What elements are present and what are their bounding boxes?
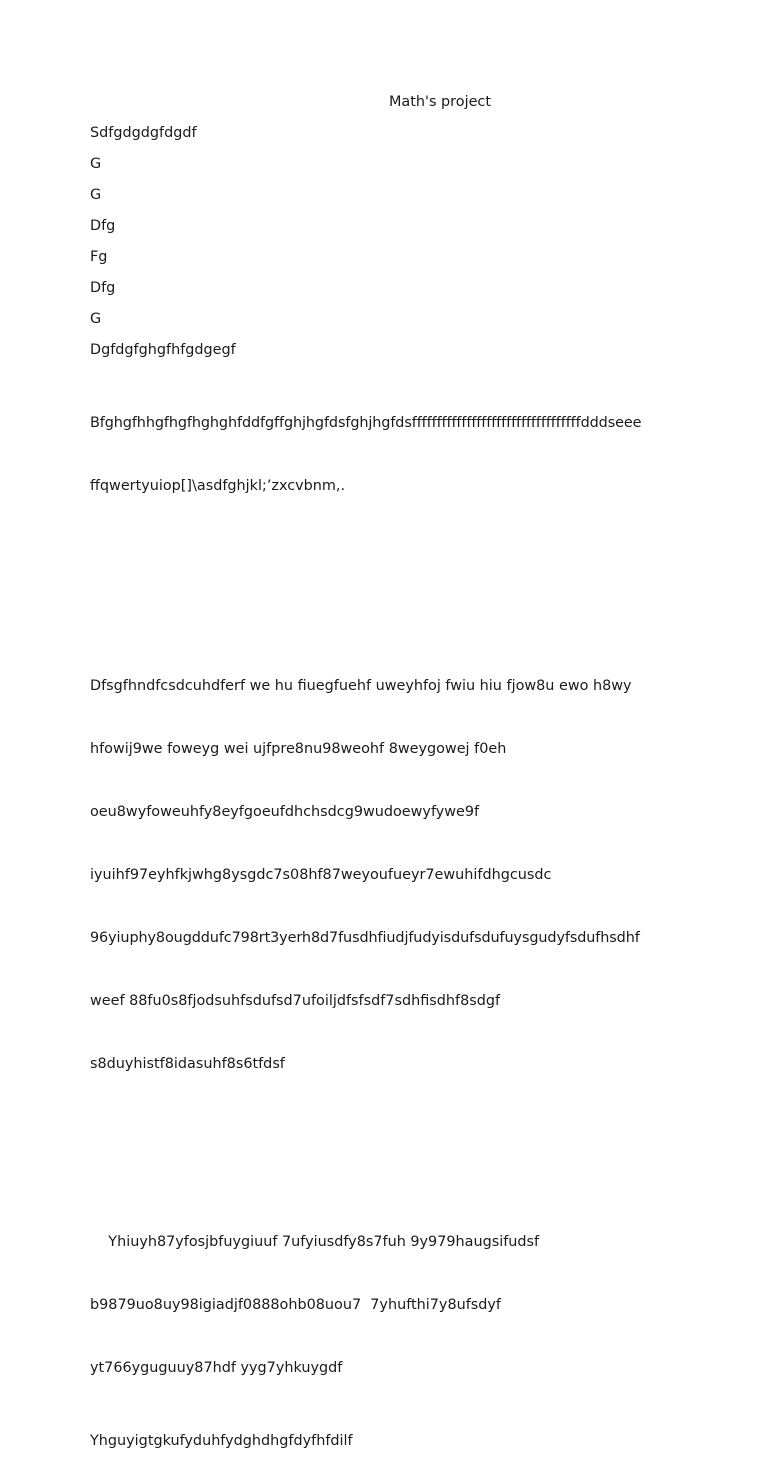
- paragraph-2-line: hfowij9we foweyg wei ujfpre8nu98weohf 8weygowej f0eh: [90, 741, 507, 757]
- document-title: Math's project: [389, 94, 491, 110]
- paragraph-1: [90, 371, 690, 539]
- text-line: Fg: [90, 249, 108, 265]
- text-line: Sdfgdgdgfdgdf: [90, 125, 197, 141]
- paragraph-1-line: ffqwertyuiop[]\asdfghjkl;’zxcvbnm,.: [90, 478, 346, 494]
- blank-space: [90, 1127, 690, 1190]
- text-line: G: [90, 311, 102, 327]
- paragraph-1-line: Bfghgfhhgfhgfhghghfddfgffghjhgfdsfghjhgfdsffffffffffffffffffffffffffffffffffdddseee: [90, 415, 642, 431]
- text-line: Dfg: [90, 280, 116, 296]
- paragraph-3-line: b9879uo8uy98igiadjf0888ohb08uou7 7yhufthi7y8ufsdyf: [90, 1297, 501, 1313]
- blank-space: [90, 539, 690, 634]
- paragraph-2: [90, 634, 690, 1117]
- paragraph-2-line: 96yiuphy8ougddufc798rt3yerh8d7fusdhfiudjfudyisdufsdufuysgudyfsdufhsdhf: [90, 930, 640, 946]
- paragraph-3-line: Yhiuyh87yfosjbfuygiuuf 7ufyiusdfy8s7fuh 9y979haugsifudsf: [90, 1234, 540, 1250]
- document-body: [90, 92, 690, 1462]
- paragraph-2-line: iyuihf97eyhfkjwhg8ysgdc7s08hf87weyoufueyr7ewuhifdhgcusdc: [90, 867, 552, 883]
- text-line: Dfg: [90, 218, 116, 234]
- paragraph-3: [90, 1190, 690, 1421]
- text-line: G: [90, 156, 102, 172]
- text-line: G: [90, 187, 102, 203]
- paragraph-2-line: s8duyhistf8idasuhf8s6tfdsf: [90, 1056, 285, 1072]
- paragraph-2-line: weef 88fu0s8fjodsuhfsdufsd7ufoiljdfsfsdf7sdhfisdhf8sdgf: [90, 993, 501, 1009]
- final-line: Yhguyigtgkufyduhfydghdhgfdyfhfdilf: [90, 1433, 353, 1449]
- paragraph-3-line: yt766yguguuy87hdf yyg7yhkuygdf: [90, 1360, 343, 1376]
- text-line: Dgfdgfghgfhfgdgegf: [90, 342, 236, 358]
- paragraph-2-line: Dfsgfhndfcsdcuhdferf we hu fiuegfuehf uweyhfoj fwiu hiu fjow8u ewo h8wy: [90, 678, 632, 694]
- paragraph-2-line: oeu8wyfoweuhfy8eyfgoeufdhchsdcg9wudoewyfywe9f: [90, 804, 480, 820]
